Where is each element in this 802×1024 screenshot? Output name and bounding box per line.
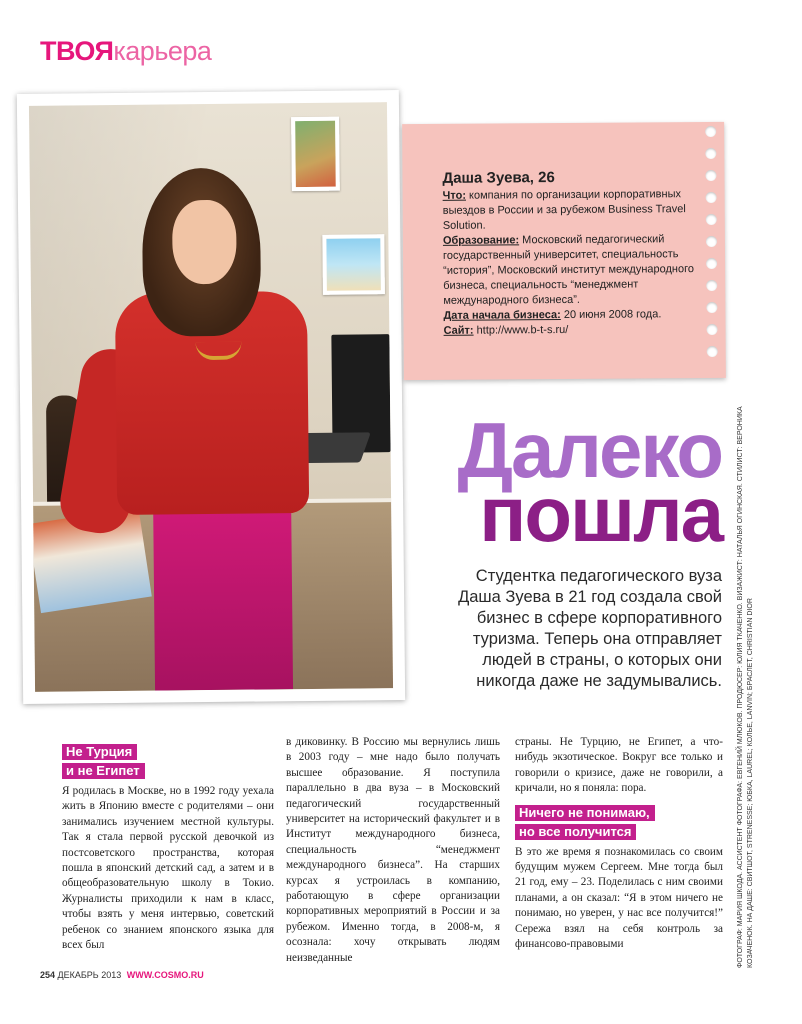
title-line-1: Далеко [457,406,722,494]
start-date-text: 20 июня 2008 года. [560,308,662,322]
ring-hole-icon [706,280,717,291]
site-label: Сайт: [443,324,474,337]
subhead-2-line-2: но все получится [515,824,636,840]
column-3-text-a: страны. Не Турцию, не Египет, а что-нибудь экзотическое. Вокруг все только и говорили о кризисе, даже не говорили, а кричали, но я поняла: пора. [515,736,723,795]
woman-face [172,200,237,285]
ring-hole-icon [705,126,716,137]
ring-hole-icon [705,170,716,181]
subhead-2 [515,805,723,843]
profile-note-card [402,122,726,380]
profile-site [444,322,699,339]
section-header-light: карьера [113,36,212,66]
what-text: компания по организации корпоративных выездов в России и за рубежом Business Travel Solution. [442,188,686,232]
portrait-photo [29,102,393,692]
article-title [457,406,722,558]
article-column-1 [62,744,274,953]
beach-picture-icon [322,234,385,295]
woman-skirt [153,501,293,690]
subhead-1-line-1: Не Турция [62,744,137,760]
ring-hole-icon [705,148,716,159]
profile-name: Даша Зуева, 26 [442,169,555,187]
ring-hole-icon [707,346,718,357]
photo-credits-text: ФОТОГРАФ: МАРИЯ ШКОДА. АССИСТЕНТ ФОТОГРАФА: ЕВГЕНИЙ МЛЮКОВ. ПРОДЮСЕР: ЮЛИЯ ТКАЧЕНКО. ВИЗАЖИСТ: НАТАЛЬЯ ОГИНСКАЯ. СТИЛИСТ: ВЕРОНИКА КОЗАЧЕНОК. НА ДАШЕ: СВИТШОТ, STRENESSE; ЮБКА, LAUREL; КОЛЬЕ, LANVIN; БРАСЛЕТ, CHRISTIAN DIOR [737,406,754,968]
ring-hole-icon [706,302,717,313]
ring-hole-icon [706,258,717,269]
start-date-label: Дата начала бизнеса: [443,309,561,322]
photo-credits [736,378,754,968]
section-header-bold: ТВОЯ [40,36,114,66]
what-label: Что: [442,189,467,202]
photo-frame [17,90,405,704]
education-label: Образование: [442,234,520,247]
title-line-2: пошла [479,470,722,558]
column-2-text: в диковинку. В Россию мы вернулись лишь в 2003 году – мне надо было получать высшее образование. Я поступила параллельно в два вуза – в Московский педагогический государственный университет на исторический факультет и в Институт международного бизнеса, специальность “менеджмент международного бизнеса”. На старших курсах я устроилась в компанию, работающую в сфере организации корпоративных мероприятий в России и за рубежом. Именно тогда, в 2008-м, я осознала: хочу открывать людям неизведанные [286,736,500,964]
ring-hole-icon [707,324,718,335]
site-link[interactable]: http://www.b-t-s.ru/ [473,323,569,337]
column-1-text: Я родилась в Москве, но в 1992 году уехала жить в Японию вместе с родителями – они занимались изучением местной культуры. Так я стала первой русской девочкой из постсоветского пространства, которая пошла в японский детский сад, а затем и в общеобразовательную школу в Токио. Журналисты приходили к нам в класс, чтобы взять у меня интервью, советский ребенок со знанием японского языка для всех был [62,785,274,952]
profile-start-date [443,307,698,324]
ring-hole-icon [706,214,717,225]
subhead-1-line-2: и не Египет [62,763,145,779]
page-number: 254 [40,970,56,980]
education-text: Московский педагогический государственный университет, специальность “история”, Московский институт международного бизнеса, специальность “менеджмент международного бизнеса”. [442,233,695,307]
article-column-3 [515,735,723,952]
note-content [442,168,698,339]
article-column-2 [286,735,500,966]
page-footer [40,970,204,980]
section-header [40,36,211,66]
column-3-text-b: В это же время я познакомилась со своим будущим мужем Сергеем. Мне тогда был 21 год, ему – 23. Поделилась с ним своими планами, а он сказал: “Я в этом ничего не понимаю, но уверен, у нас все получится!” Сережа взял на себя контроль за финансово-правовыми [515,845,723,951]
ring-hole-icon [706,236,717,247]
issue-date: ДЕКАБРЬ 2013 [57,970,122,980]
lead-paragraph: Студентка педагогического вуза Даша Зуева в 21 год создала свой бизнес в сфере корпоративного туризма. Теперь она отправляет людей в страны, о которых они никогда даже не задумывались. [458,567,722,690]
subhead-2-line-1: Ничего не понимаю, [515,805,655,821]
profile-what [443,187,698,234]
footer-site-link[interactable]: WWW.COSMO.RU [126,970,204,980]
profile-education [443,232,699,309]
ring-hole-icon [706,192,717,203]
wall-picture-icon [291,117,340,191]
subhead-1 [62,744,274,782]
